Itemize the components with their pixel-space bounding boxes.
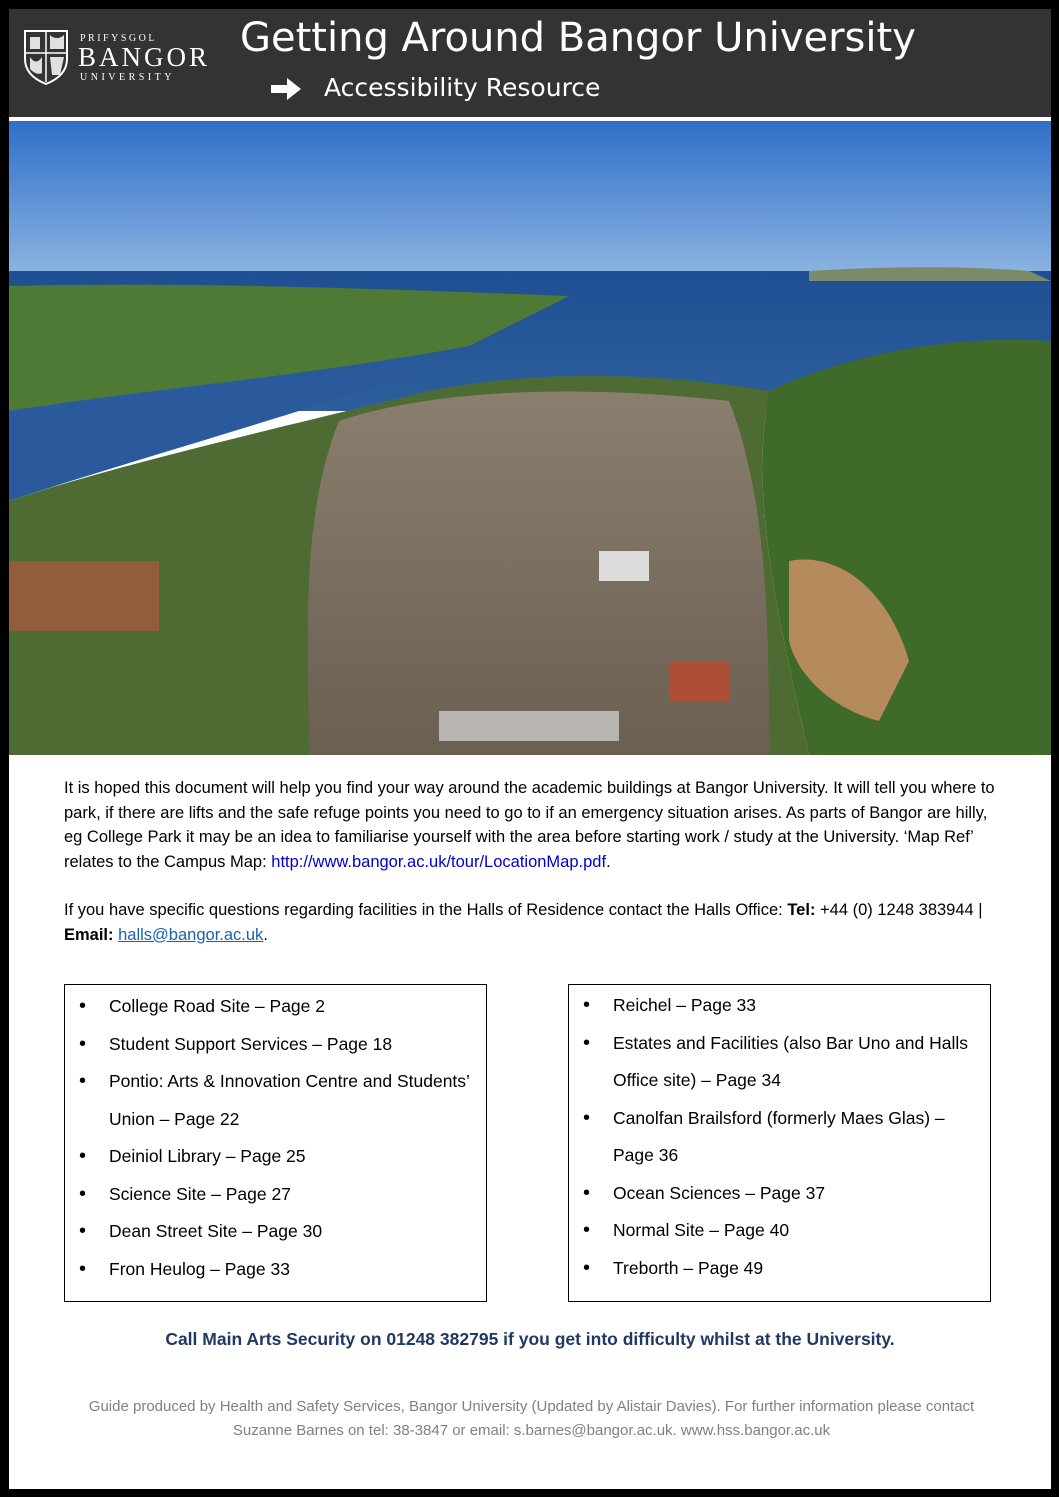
index-item: • Ocean Sciences – Page 37 xyxy=(569,1175,980,1213)
index-item: • Deiniol Library – Page 25 xyxy=(65,1138,476,1176)
index-item: • Student Support Services – Page 18 xyxy=(65,1026,476,1064)
email-label: Email: xyxy=(64,925,114,944)
index-item: • Pontio: Arts & Innovation Centre and Students’ Union – Page 22 xyxy=(65,1063,476,1138)
bangor-university-logo xyxy=(22,29,222,89)
halls-email-link[interactable]: halls@bangor.ac.uk xyxy=(118,925,264,944)
index-item: • Reichel – Page 33 xyxy=(569,987,980,1025)
logo-name: BANGOR xyxy=(78,42,211,72)
crest-icon xyxy=(22,29,70,85)
intro-text xyxy=(64,776,999,947)
aerial-photo-bangor xyxy=(9,121,1051,755)
tel-value: +44 (0) 1248 383944 | xyxy=(815,901,983,919)
tel-label: Tel: xyxy=(787,901,816,919)
index-item: • College Road Site – Page 2 xyxy=(65,988,476,1026)
intro-paragraph xyxy=(64,776,999,874)
index-item: • Normal Site – Page 40 xyxy=(569,1212,980,1250)
intro-paragraph-end: . xyxy=(606,852,611,871)
logo-suffix: UNIVERSITY xyxy=(80,72,175,83)
page-title: Getting Around Bangor University xyxy=(240,15,916,61)
page-subtitle: Accessibility Resource xyxy=(324,73,601,102)
halls-contact-text: If you have specific questions regarding facilities in the Halls of Residence contact the Halls Office: xyxy=(64,901,788,919)
intro-paragraph-text: It is hoped this document will help you find your way around the academic buildings at Bangor University. It will tell you where to park, if there are lifts and the safe refuge points you need to go to if an emergency situation arises. As parts of Bangor are hilly, eg College Park it may be an idea to familiarise yourself with the area before starting work / study at the University. ‘Map Ref’ relates to the Campus Map: xyxy=(64,779,995,871)
logo-prefix: PRIFYSGOL xyxy=(80,33,157,44)
halls-contact-paragraph xyxy=(64,898,999,947)
campus-map-link[interactable]: http://www.bangor.ac.uk/tour/LocationMap.pdf xyxy=(271,852,607,871)
halls-contact-end: . xyxy=(263,925,268,944)
document-page xyxy=(9,9,1051,1489)
index-item: • Dean Street Site – Page 30 xyxy=(65,1213,476,1251)
index-box-left xyxy=(64,984,487,1302)
index-item: • Canolfan Brailsford (formerly Maes Glas) – Page 36 xyxy=(569,1100,980,1175)
footer-credits: Guide produced by Health and Safety Services, Bangor University (Updated by Alistair Davies). For further information please contact Suzanne Barnes on tel: 38-3847 or email: s.barnes@bangor.ac.uk. www.hss.bangor.ac.uk xyxy=(88,1398,975,1439)
index-item: • Fron Heulog – Page 33 xyxy=(65,1251,476,1289)
index-item: • Treborth – Page 49 xyxy=(569,1250,980,1288)
security-call-notice: Call Main Arts Security on 01248 382795 if you get into difficulty whilst at the University. xyxy=(165,1329,895,1349)
index-box-right xyxy=(568,984,991,1302)
right-arrow-icon xyxy=(271,78,301,100)
index-item: • Science Site – Page 27 xyxy=(65,1176,476,1214)
header-banner xyxy=(9,9,1051,117)
index-item: • Estates and Facilities (also Bar Uno and Halls Office site) – Page 34 xyxy=(569,1025,980,1100)
